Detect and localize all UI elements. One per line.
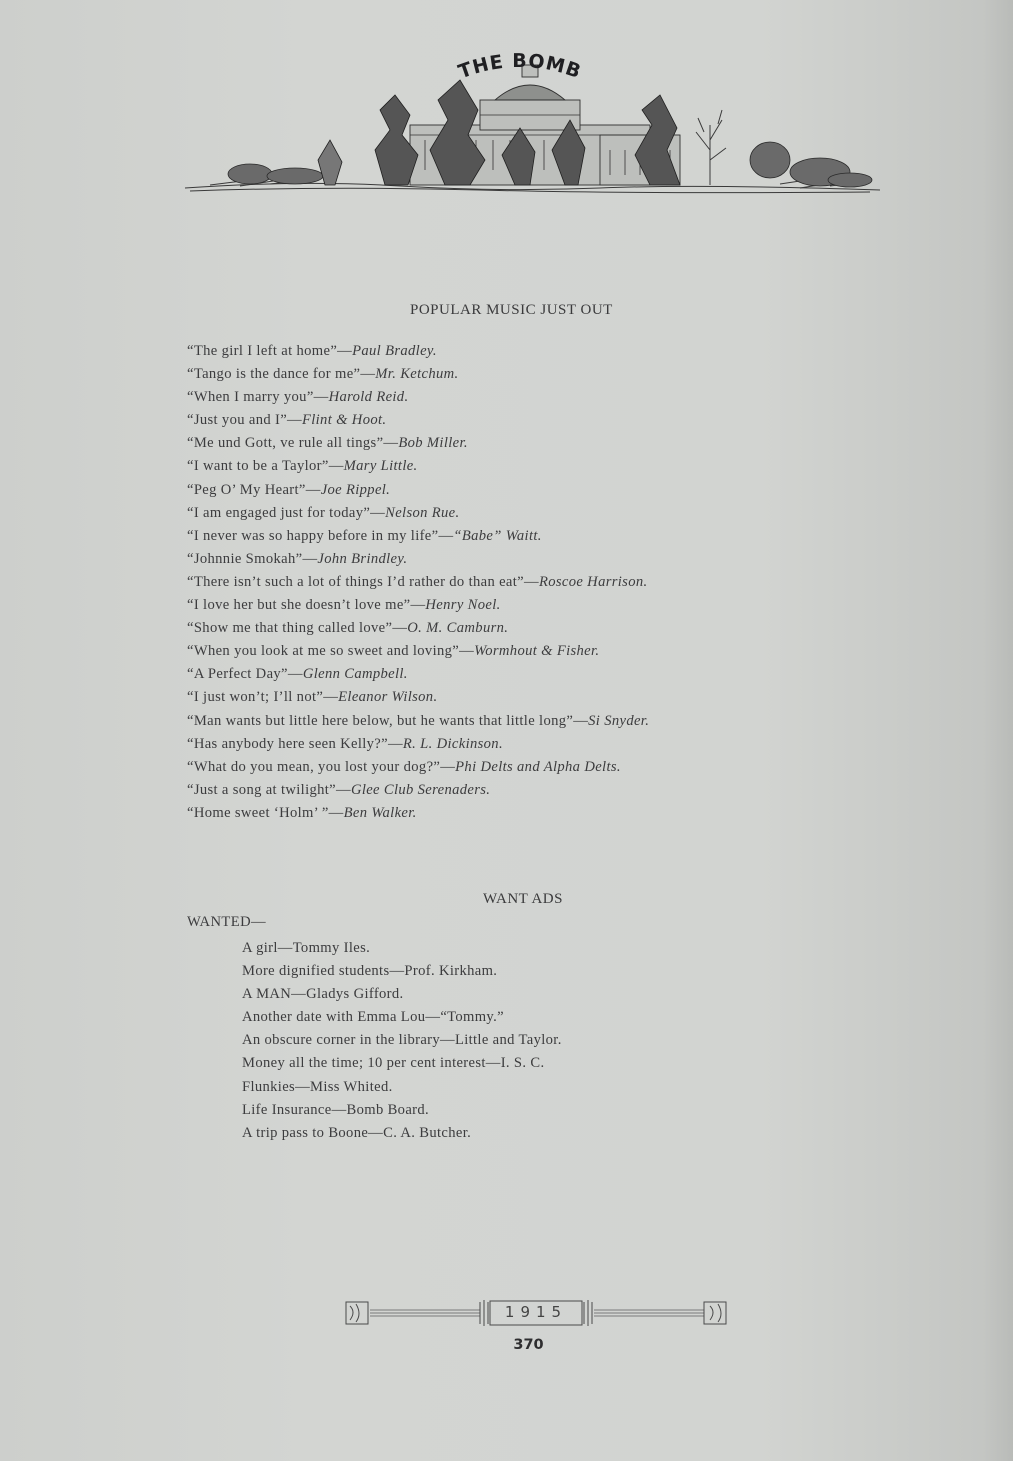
list-item: Life Insurance—Bomb Board.	[242, 1101, 430, 1118]
list-item: “Just you and I”—Flint & Hoot.	[187, 412, 387, 429]
list-item: A girl—Tommy Iles.	[242, 940, 371, 956]
list-item: “Johnnie Smokah”—John Brindley.	[187, 550, 408, 567]
list-item: “Tango is the dance for me”—Mr. Ketchum.	[187, 366, 459, 383]
list-item: “A Perfect Day”—Glenn Campbell.	[187, 666, 408, 683]
music-list	[187, 340, 887, 825]
list-item: Money all the time; 10 per cent interest—I. S. C.	[242, 1055, 545, 1072]
list-item: “I am engaged just for today”—Nelson Rue.	[187, 504, 460, 521]
list-item: An obscure corner in the library—Little and Taylor.	[242, 1032, 562, 1049]
list-item: “Has anybody here seen Kelly?”—R. L. Dickinson.	[187, 735, 503, 752]
list-item: “I love her but she doesn’t love me”—Henry Noel.	[187, 597, 501, 614]
list-item: “When you look at me so sweet and loving”—Wormhout & Fisher.	[187, 643, 600, 660]
want-ads-list	[242, 937, 562, 1145]
list-item: A MAN—Gladys Gifford.	[242, 986, 404, 1003]
list-item: “I never was so happy before in my life”—“Babe” Waitt.	[187, 527, 542, 544]
list-item: “I just won’t; I’ll not”—Eleanor Wilson.	[187, 689, 438, 706]
list-item: “Just a song at twilight”—Glee Club Serenaders.	[187, 781, 491, 798]
wanted-label: WANTED—	[187, 914, 266, 930]
list-item: “There isn’t such a lot of things I’d rather do than eat”—Roscoe Harrison.	[187, 573, 648, 590]
list-item: “Man wants but little here below, but he wants that little long”—Si Snyder.	[187, 712, 650, 729]
list-item: “I want to be a Taylor”—Mary Little.	[187, 458, 418, 475]
want-ads-heading: WANT ADS	[483, 891, 563, 907]
list-item: A trip pass to Boone—C. A. Butcher.	[242, 1124, 472, 1141]
list-item: “What do you mean, you lost your dog?”—Phi Delts and Alpha Delts.	[187, 758, 621, 775]
list-item: “When I marry you”—Harold Reid.	[187, 389, 409, 406]
svg-text:THE BOMB	[456, 50, 585, 83]
list-item: “Peg O’ My Heart”—Joe Rippel.	[187, 481, 391, 498]
list-item: “Show me that thing called love”—O. M. Camburn.	[187, 620, 509, 637]
footer-year: 1915	[504, 1303, 568, 1321]
music-section-heading: POPULAR MUSIC JUST OUT	[410, 302, 613, 318]
list-item: Another date with Emma Lou—“Tommy.”	[242, 1009, 504, 1026]
page-number: 370	[513, 1337, 544, 1353]
header-title-text: THE BOMB	[455, 49, 585, 84]
list-item: Flunkies—Miss Whited.	[242, 1078, 393, 1095]
list-item: “Me und Gott, ve rule all tings”—Bob Miller.	[187, 435, 468, 452]
list-item: “Home sweet ‘Holm’ ”—Ben Walker.	[187, 804, 417, 821]
header-title	[440, 48, 600, 88]
list-item: More dignified students—Prof. Kirkham.	[242, 963, 498, 980]
list-item: “The girl I left at home”—Paul Bradley.	[187, 343, 437, 359]
